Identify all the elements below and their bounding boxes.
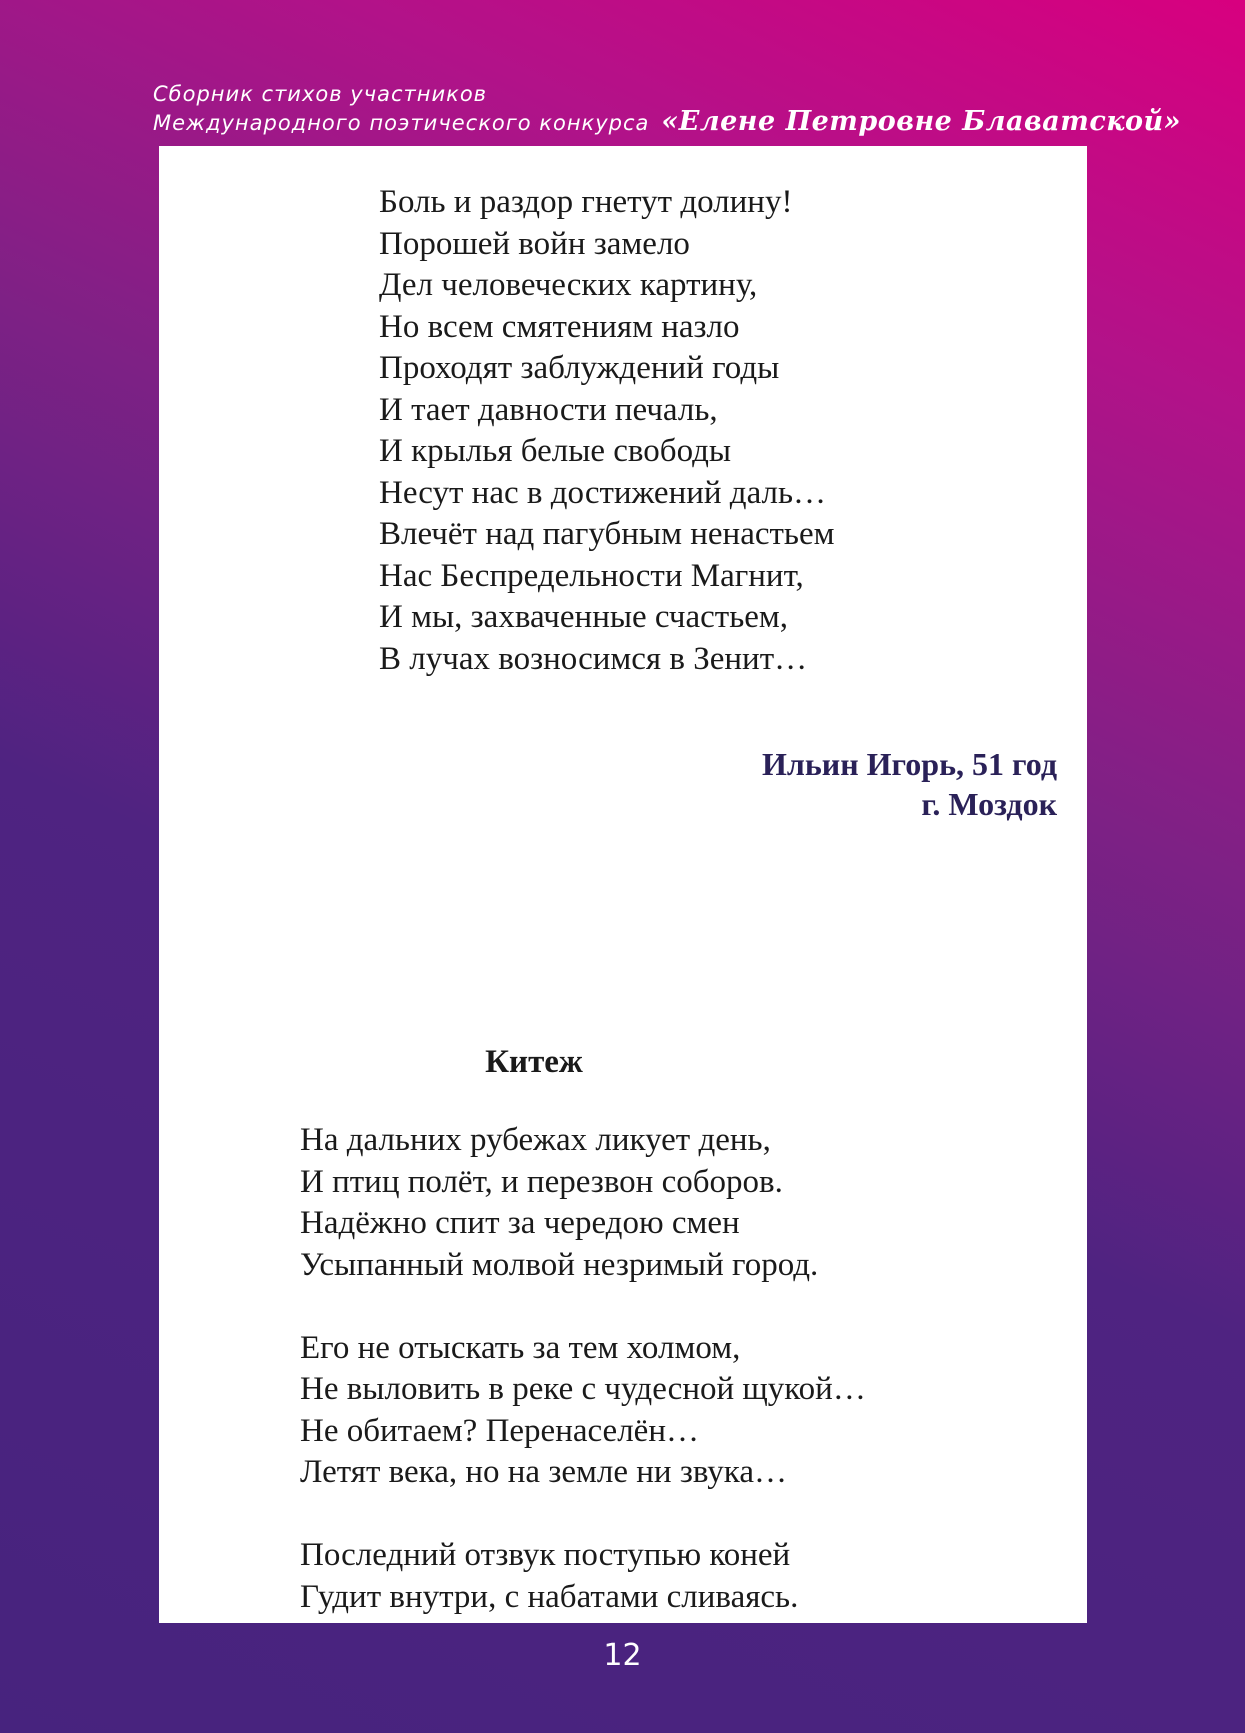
poem-line: В лучах возносимся в Зенит… xyxy=(379,640,808,677)
stanza xyxy=(300,1120,866,1286)
author-signature xyxy=(762,744,1057,824)
stanza xyxy=(300,1328,866,1494)
poem-1 xyxy=(379,182,835,680)
poem-line: Гудит внутри, с набатами сливаясь. xyxy=(300,1578,799,1615)
poem-line: Не выловить в реке с чудесной щукой… xyxy=(300,1371,866,1407)
poem-line: Но всем смятениям назло xyxy=(379,308,740,345)
poem-line: Не обитаем? Перенаселён… xyxy=(300,1412,699,1449)
poem-line: Проходят заблуждений годы xyxy=(379,350,780,386)
page-sheet xyxy=(159,146,1087,1623)
poem-line: Последний отзвук поступью коней xyxy=(300,1537,791,1573)
poem-line: Влечёт над пагубным ненастьем xyxy=(379,516,835,552)
poem-line: Усыпанный молвой незримый город. xyxy=(300,1246,819,1283)
page-header xyxy=(153,80,1181,137)
page-number: 12 xyxy=(603,1638,642,1673)
poem-line: И крылья белые свободы xyxy=(379,433,732,469)
contest-line xyxy=(153,108,1181,137)
poem-line: Надёжно спит за чередою смен xyxy=(300,1205,740,1241)
poem-line: На дальних рубежах ликует день, xyxy=(300,1122,771,1158)
poem-line: И птиц полёт, и перезвон соборов. xyxy=(300,1163,783,1200)
poem-title: Китеж xyxy=(485,1044,583,1080)
stanza xyxy=(300,1535,866,1618)
contest-label: Международного поэтического конкурса xyxy=(153,111,650,135)
poem-line: Порошей войн замело xyxy=(379,225,690,262)
poem-line: Дел человеческих картину, xyxy=(379,267,758,303)
collection-title: Сборник стихов участников xyxy=(153,82,488,106)
poem-line: Боль и раздор гнетут долину! xyxy=(379,184,793,220)
poem-line: Нас Беспредельности Магнит, xyxy=(379,557,804,594)
contest-name: «Елене Петровне Блаватской» xyxy=(661,106,1182,137)
poem-line: Летят века, но на земле ни звука… xyxy=(300,1454,787,1490)
poem-line: И мы, захваченные счастьем, xyxy=(379,599,789,635)
poem-line: Его не отыскать за тем холмом, xyxy=(300,1329,741,1366)
author-name: Ильин Игорь, 51 год xyxy=(762,746,1057,782)
poem-2 xyxy=(300,1120,866,1623)
poem-line: Несут нас в достижений даль… xyxy=(379,474,827,511)
poem-line: И тает давности печаль, xyxy=(379,391,718,428)
author-city: г. Моздок xyxy=(921,786,1057,822)
